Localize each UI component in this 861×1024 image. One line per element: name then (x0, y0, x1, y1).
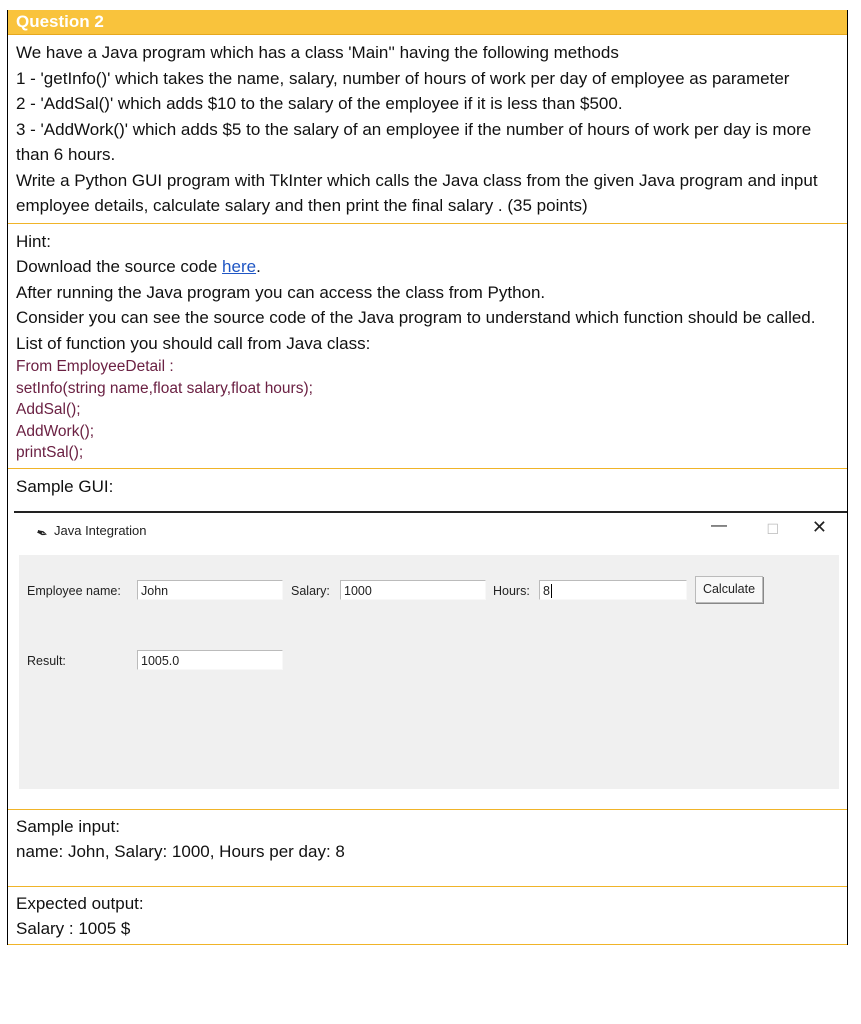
salary-input[interactable] (340, 580, 486, 600)
sample-input-section (8, 810, 847, 887)
code-line: setInfo(string name,float salary,float hours); (16, 379, 313, 397)
hours-input[interactable] (539, 580, 687, 600)
text-cursor (551, 584, 552, 598)
expected-output-value: Salary : 1005 $ (16, 919, 131, 938)
close-button[interactable]: ✕ (811, 516, 827, 537)
code-line: AddSal(); (16, 401, 81, 418)
hint-section (8, 224, 847, 469)
code-line: AddWork(); (16, 422, 95, 440)
question-line-1: 1 - 'getInfo()' which takes the name, salary, number of hours of work per day of employee as parameter (16, 68, 790, 88)
question-line-2: 2 - 'AddSal()' which adds $10 to the salary of the employee if it is less than $500. (16, 94, 623, 113)
minimize-button[interactable]: — (711, 516, 727, 534)
download-link[interactable]: here (222, 257, 257, 276)
sample-gui-section (8, 469, 847, 810)
expected-output-section (8, 887, 847, 945)
download-line (16, 254, 839, 280)
salary-label: Salary: (291, 583, 330, 598)
window-title: Java Integration (54, 522, 147, 538)
employee-name-value: John (141, 583, 169, 598)
hint-label: Hint: (16, 231, 51, 251)
sample-input-value: name: John, Salary: 1000, Hours per day: 8 (16, 842, 345, 861)
question-document (7, 10, 848, 945)
maximize-button[interactable]: ☐ (766, 520, 779, 537)
feather-icon: ✒ (33, 523, 51, 543)
consider-text: Consider you can see the source code of the Java program to understand which function should be called. (16, 308, 816, 327)
code-line: From EmployeeDetail : (16, 358, 174, 375)
download-suffix: . (256, 257, 261, 276)
result-field (137, 650, 283, 670)
result-value: 1005.0 (141, 653, 180, 668)
sample-gui-label: Sample GUI: (16, 476, 114, 496)
code-line: printSal(); (16, 444, 84, 461)
expected-output-label: Expected output: (16, 893, 144, 913)
hours-label: Hours: (493, 583, 530, 598)
after-running-text: After running the Java program you can access the class from Python. (16, 282, 546, 302)
download-prefix: Download the source code (16, 257, 223, 276)
question-title: Question 2 (16, 12, 104, 31)
question-header (8, 10, 847, 35)
sample-input-label: Sample input: (16, 816, 120, 836)
window-titlebar (14, 513, 847, 551)
function-list-label: List of function you should call from Java class: (16, 333, 371, 353)
salary-value: 1000 (344, 583, 372, 598)
hours-value: 8 (543, 583, 550, 598)
question-line-task: Write a Python GUI program with TkInter which calls the Java class from the given Java program and input employee details, calculate salary and then print the final salary . (35 points) (16, 170, 818, 215)
question-body (8, 35, 847, 224)
calculate-button[interactable]: Calculate (695, 576, 763, 603)
result-label: Result: (27, 653, 66, 668)
employee-name-input[interactable] (137, 580, 283, 600)
question-line-intro: We have a Java program which has a class 'Main'' having the following methods (16, 43, 619, 62)
employee-name-label: Employee name: (27, 583, 121, 598)
window-body (19, 555, 839, 789)
question-line-3: 3 - 'AddWork()' which adds $5 to the salary of an employee if the number of hours of work per day is more than 6 hours. (16, 119, 812, 164)
